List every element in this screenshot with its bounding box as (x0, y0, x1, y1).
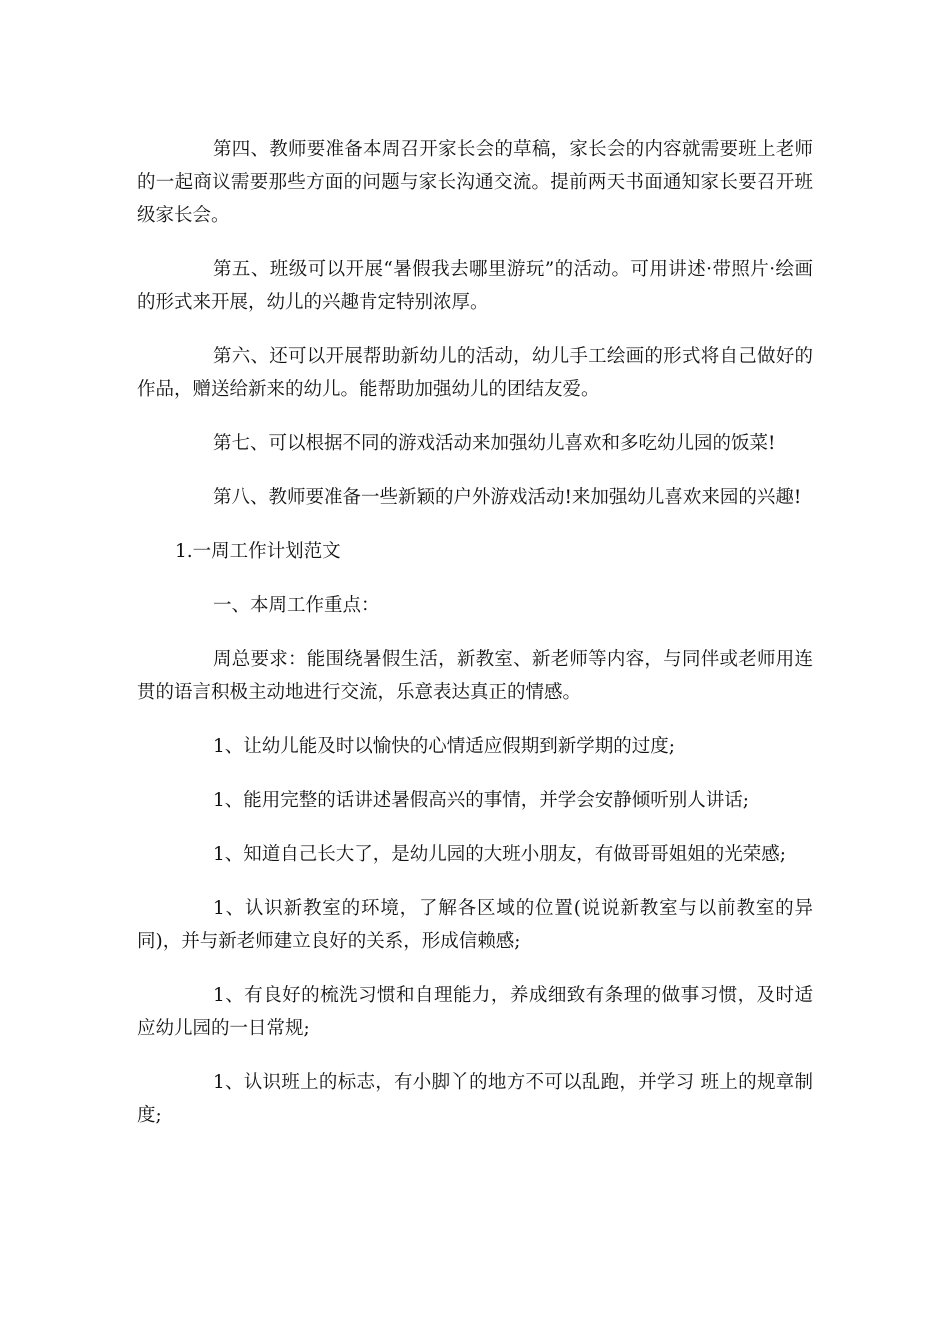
goal-item: 1、知道自己长大了，是幼儿园的大班小朋友，有做哥哥姐姐的光荣感; (213, 844, 787, 865)
paragraph-item-4: 第四、教师要准备本周召开家长会的草稿，家长会的内容就需要班上老师的一起商议需要那些方面的问题与家长沟通交流。提前两天书面通知家长要召开班级家长会。 (137, 139, 813, 226)
subsection-title: 一、本周工作重点： (213, 595, 380, 616)
paragraph-item-5: 第五、班级可以开展“暑假我去哪里游玩”的活动。可用讲述·带照片·绘画的形式来开展，幼儿的兴趣肯定特别浓厚。 (137, 259, 813, 313)
goal-item: 1、认识新教室的环境，了解各区域的位置(说说新教室与以前教室的异同)，并与新老师建立良好的关系，形成信赖感; (137, 898, 813, 952)
goal-item: 1、让幼儿能及时以愉快的心情适应假期到新学期的过度; (213, 736, 676, 757)
goal-item: 1、有良好的梳洗习惯和自理能力，养成细致有条理的做事习惯，及时适应幼儿园的一日常规; (137, 985, 813, 1039)
paragraph-item-8: 第八、教师要准备一些新颖的户外游戏活动!来加强幼儿喜欢来园的兴趣! (213, 487, 802, 508)
section-title: 1.一周工作计划范文 (175, 541, 341, 562)
document-body (137, 133, 813, 1153)
paragraph-item-7: 第七、可以根据不同的游戏活动来加强幼儿喜欢和多吃幼儿园的饭菜! (213, 433, 776, 454)
goal-item: 1、认识班上的标志，有小脚丫的地方不可以乱跑，并学习 班上的规章制度; (137, 1072, 813, 1126)
weekly-requirement: 周总要求：能围绕暑假生活，新教室、新老师等内容，与同伴或老师用连贯的语言积极主动地进行交流，乐意表达真正的情感。 (137, 649, 813, 703)
goal-item: 1、能用完整的话讲述暑假高兴的事情，并学会安静倾听别人讲话; (213, 790, 750, 811)
paragraph-item-6: 第六、还可以开展帮助新幼儿的活动，幼儿手工绘画的形式将自己做好的作品，赠送给新来的幼儿。能帮助加强幼儿的团结友爱。 (137, 346, 813, 400)
